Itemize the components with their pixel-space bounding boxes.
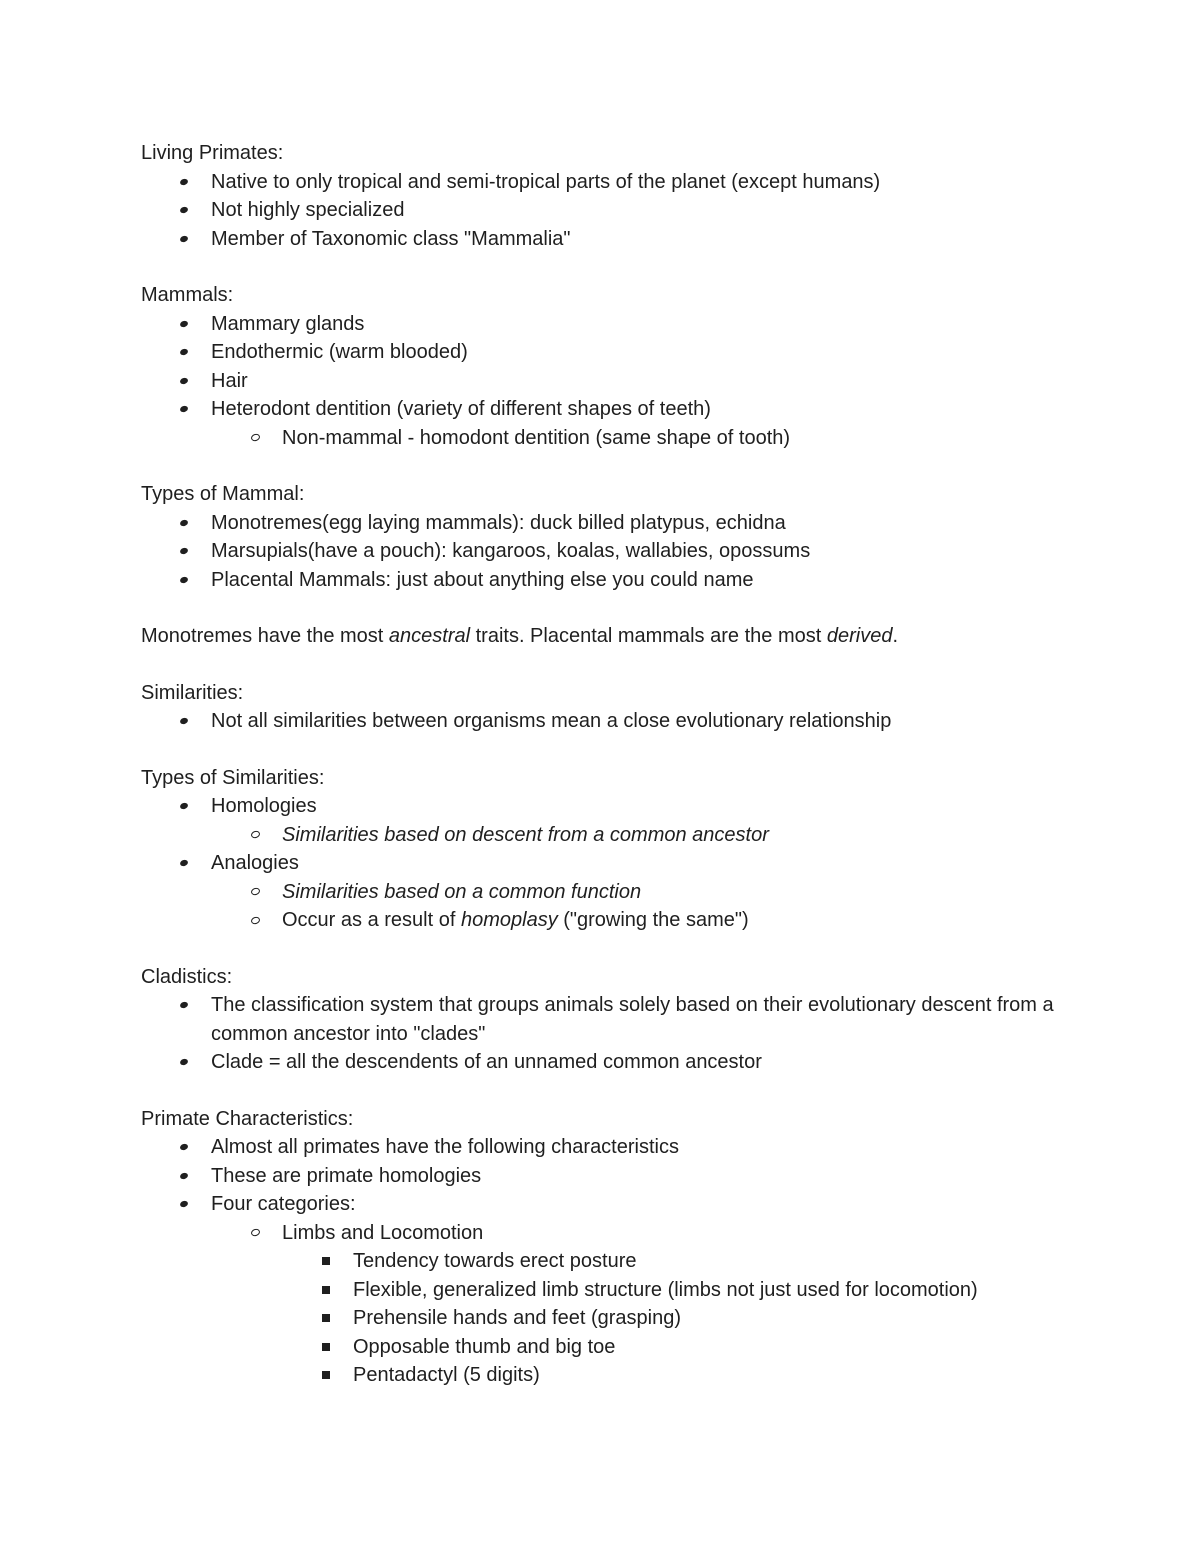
list-item: Prehensile hands and feet (grasping) xyxy=(141,1304,1101,1333)
bullet-dot-icon xyxy=(177,509,191,538)
section-living-primates xyxy=(141,139,1101,253)
section-cladistics xyxy=(141,963,1101,1077)
list-item: Mammary glands xyxy=(141,310,1101,339)
list-item: Native to only tropical and semi-tropical parts of the planet (except humans) xyxy=(141,168,1101,197)
bullet-dot-icon xyxy=(177,537,191,566)
bullet-list xyxy=(141,168,1101,254)
list-item: Flexible, generalized limb structure (limbs not just used for locomotion) xyxy=(141,1276,1101,1305)
bullet-circle-icon xyxy=(248,821,262,850)
list-item: Limbs and Locomotion xyxy=(141,1219,1101,1248)
section-types-of-mammal xyxy=(141,480,1101,594)
section-primate-characteristics xyxy=(141,1105,1101,1390)
bullet-dot-icon xyxy=(177,849,191,878)
bullet-list xyxy=(141,1133,1101,1390)
list-item: Occur as a result of homoplasy ("growing the same") xyxy=(141,906,1101,935)
section-heading: Primate Characteristics: xyxy=(141,1107,354,1130)
bullet-circle-icon xyxy=(248,906,262,935)
bullet-dot-icon xyxy=(177,1190,191,1219)
list-item: Not all similarities between organisms mean a close evolutionary relationship xyxy=(141,707,1101,736)
section-heading: Cladistics: xyxy=(141,965,233,988)
list-item: These are primate homologies xyxy=(141,1162,1101,1191)
bullet-dot-icon xyxy=(177,1048,191,1077)
list-item: Non-mammal - homodont dentition (same shape of tooth) xyxy=(141,424,1101,453)
bullet-dot-icon xyxy=(177,395,191,424)
bullet-square-icon xyxy=(319,1361,333,1390)
list-item: Analogies xyxy=(141,849,1101,878)
bullet-square-icon xyxy=(319,1276,333,1305)
list-item: Not highly specialized xyxy=(141,196,1101,225)
list-item: Member of Taxonomic class "Mammalia" xyxy=(141,225,1101,254)
list-item: Hair xyxy=(141,367,1101,396)
list-item: Pentadactyl (5 digits) xyxy=(141,1361,1101,1390)
list-item: Clade = all the descendents of an unnamed common ancestor xyxy=(141,1048,1101,1077)
bullet-dot-icon xyxy=(177,225,191,254)
bullet-list xyxy=(141,792,1101,935)
list-item: Homologies xyxy=(141,792,1101,821)
bullet-list xyxy=(141,310,1101,453)
bullet-list xyxy=(141,509,1101,595)
list-item: Endothermic (warm blooded) xyxy=(141,338,1101,367)
list-item: Placental Mammals: just about anything else you could name xyxy=(141,566,1101,595)
bullet-dot-icon xyxy=(177,168,191,197)
bullet-dot-icon xyxy=(177,566,191,595)
section-mammals xyxy=(141,281,1101,452)
bullet-dot-icon xyxy=(177,196,191,225)
list-item: Four categories: xyxy=(141,1190,1101,1219)
list-item: Similarities based on descent from a common ancestor xyxy=(141,821,1101,850)
bullet-list xyxy=(141,707,1101,736)
bullet-dot-icon xyxy=(177,1162,191,1191)
bullet-dot-icon xyxy=(177,707,191,736)
bullet-dot-icon xyxy=(177,310,191,339)
list-item: Similarities based on a common function xyxy=(141,878,1101,907)
bullet-dot-icon xyxy=(177,338,191,367)
bullet-circle-icon xyxy=(248,878,262,907)
list-item: Marsupials(have a pouch): kangaroos, koalas, wallabies, opossums xyxy=(141,537,1101,566)
bullet-square-icon xyxy=(319,1247,333,1276)
document-body xyxy=(141,139,1101,1418)
bullet-dot-icon xyxy=(177,991,191,1020)
bullet-circle-icon xyxy=(248,424,262,453)
list-item: Tendency towards erect posture xyxy=(141,1247,1101,1276)
bullet-circle-icon xyxy=(248,1219,262,1248)
bullet-dot-icon xyxy=(177,367,191,396)
bullet-square-icon xyxy=(319,1333,333,1362)
paragraph-ancestral-derived: Monotremes have the most ancestral traits. Placental mammals are the most derived. xyxy=(141,625,899,647)
bullet-square-icon xyxy=(319,1304,333,1333)
section-heading: Types of Mammal: xyxy=(141,483,305,505)
bullet-list xyxy=(141,991,1101,1077)
bullet-dot-icon xyxy=(177,792,191,821)
section-types-of-similarities xyxy=(141,764,1101,935)
list-item: Monotremes(egg laying mammals): duck billed platypus, echidna xyxy=(141,509,1101,538)
bullet-dot-icon xyxy=(177,1133,191,1162)
section-similarities xyxy=(141,679,1101,736)
list-item: Heterodont dentition (variety of different shapes of teeth) xyxy=(141,395,1101,424)
list-item: Opposable thumb and big toe xyxy=(141,1333,1101,1362)
list-item: Almost all primates have the following characteristics xyxy=(141,1133,1101,1162)
section-heading: Similarities: xyxy=(141,681,244,704)
list-item: The classification system that groups animals solely based on their evolutionary descent from a common ancestor into "clades" xyxy=(141,991,1101,1048)
section-heading: Living Primates: xyxy=(141,142,284,164)
section-heading: Mammals: xyxy=(141,284,234,306)
section-heading: Types of Similarities: xyxy=(141,766,325,789)
